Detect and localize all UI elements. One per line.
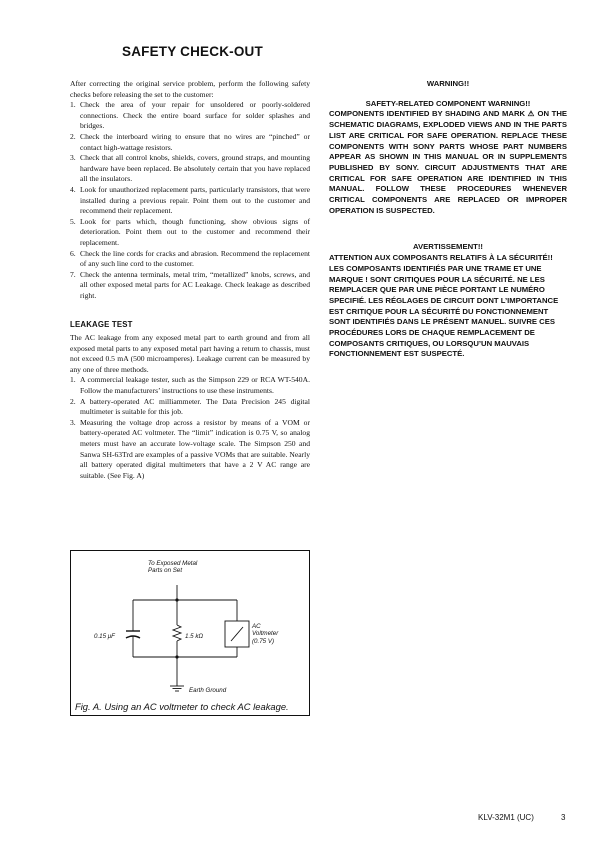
resistor-zigzag (173, 625, 181, 641)
voltmeter-line-2: Voltmeter (252, 630, 279, 638)
item-number: 7. (70, 269, 76, 279)
avertissement-heading: AVERTISSEMENT!! (413, 242, 483, 252)
voltmeter-needle (231, 627, 243, 641)
list-item (70, 100, 310, 132)
item-number: 1. (70, 375, 76, 385)
right-column (329, 79, 567, 360)
page-number: 3 (561, 813, 566, 822)
warning-heading: WARNING!! (426, 79, 470, 88)
exposed-metal-label (148, 560, 197, 575)
page-title: SAFETY CHECK-OUT (122, 44, 263, 59)
item-text: Look for parts which, though functioning, show obvious signs of deterioration. Point them out to the customer and recommend their replacement. (80, 216, 310, 247)
voltmeter-line-3: (0.75 V) (252, 637, 275, 645)
exposed-metal-line-1: To Exposed Metal (148, 560, 198, 567)
item-text: Check the area of your repair for unsoldered or poorly-soldered connections. Check the entire board surface for solder splashes and bridges. (80, 100, 310, 131)
junction-dot (175, 598, 178, 601)
warning-body: COMPONENTS IDENTIFIED BY SHADING AND MARK ⚠ ON THE SCHEMATIC DIAGRAMS, EXPLODED VIEWS AND IN THE PARTS LIST ARE CRITICAL FOR SAFE OPERATION. REPLACE THESE COMPONENTS WITH SONY PARTS WHOSE PART NUMBERS APPEAR AS SHOWN IN THIS MANUAL OR IN SUPPLEMENTS PUBLISHED BY SONY. CIRCUIT ADJUSTMENTS THAT ARE CRITICAL FOR SAFE OPERATION ARE IDENTIFIED IN THIS MANUAL. FOLLOW THESE PROCEDURES WHENEVER CRITICAL COMPONENTS ARE REPLACED OR IMPROPER OPERATION IS SUSPECTED. (329, 109, 567, 215)
item-text: Check the interboard wiring to ensure that no wires are “pinched” or contact high-wattage resistors. (80, 131, 310, 152)
voltmeter-line-1: AC (252, 623, 261, 630)
capacitor-label: 0.15 μF (94, 633, 115, 640)
leakage-test-heading: LEAKAGE TEST (70, 320, 133, 330)
voltmeter-label (252, 623, 278, 645)
leakage-method-list (70, 375, 310, 481)
exposed-metal-line-2: Parts on Set (148, 567, 183, 575)
item-number: 3. (70, 153, 76, 163)
item-number: 2. (70, 131, 76, 141)
list-item (70, 185, 310, 217)
item-text: A battery-operated AC milliammeter. The Data Precision 245 digital multimeter is suitable for this job. (80, 396, 310, 417)
item-text: Look for unauthorized replacement parts, particularly transistors, that were installed during a previous repair. Point them out to the customer and recommend their replacement. (80, 184, 310, 216)
item-number: 6. (70, 248, 76, 258)
list-item (70, 249, 310, 270)
item-text: A commercial leakage tester, such as the Simpson 229 or RCA WT-540A. Follow the manufacturers’ instructions to use these instruments. (80, 375, 310, 396)
list-item (70, 418, 310, 482)
safety-check-list (70, 100, 310, 301)
item-text: Check that all control knobs, shields, covers, ground straps, and mounting hardware have been replaced. Be absolutely certain that you have replaced all the insulators. (80, 153, 310, 184)
junction-dot (175, 655, 178, 658)
item-number: 5. (70, 216, 76, 226)
earth-ground-label: Earth Ground (189, 687, 227, 694)
list-item (70, 270, 310, 302)
item-text: Check the line cords for cracks and abrasion. Recommend the replacement of any such line cord to the customer. (80, 248, 310, 269)
avertissement-body: LES COMPOSANTS IDENTIFIÉS PAR UNE TRAME ET UNE MARQUE ! SONT CRITIQUES POUR LA SÉCURITÉ. NE LES REMPLACER QUE PAR UNE PIÈCE PORTANT LE NUMÉRO SPECIFIÉ. LES RÉGLAGES DE CIRCUIT DONT L’IMPORTANCE EST CRITIQUE POUR LA SÉCURITÉ DU FONCTIONNEMENT SONT IDENTIFIÉS DANS LE PRÉSENT MANUEL. SUIVRE CES PROCÉDURES LORS DE CHAQUE REMPLACEMENT DE COMPOSANTS CRITIQUES, OU LORSQU’UN MAUVAIS FONCTIONNEMENT EST SUSPECTÉ. (329, 263, 559, 359)
resistor-label: 1.5 kΩ (185, 633, 204, 640)
leakage-intro: The AC leakage from any exposed metal part to earth ground and from all exposed metal parts to any exposed metal part having a return to chassis, must not exceed 0.5 mA (500 microamperes). Leakage current can be measured by any one of three methods. (70, 333, 310, 374)
list-item (70, 132, 310, 153)
list-item (70, 397, 310, 418)
item-number: 2. (70, 396, 76, 406)
warning-subheading: SAFETY-RELATED COMPONENT WARNING!! (365, 98, 531, 108)
intro-paragraph: After correcting the original service problem, perform the following safety checks before releasing the set to the customer: (70, 79, 310, 99)
item-number: 4. (70, 184, 76, 194)
avertissement-subheading: ATTENTION AUX COMPOSANTS RELATIFS À LA SÉCURITÉ!! (329, 253, 553, 263)
list-item (70, 217, 310, 249)
item-number: 3. (70, 417, 76, 427)
item-text: Measuring the voltage drop across a resistor by means of a VOM or battery-operated AC voltmeter. The “limit” indication is 0.75 V, so analog meters must have an accurate low-voltage scale. The Simpson 250 and Sanwa SH-63Trd are examples of a passive VOMs that are suitable. Nearly all battery operated digital multimeters that have a 2 V AC range are suitable. (See Fig. A) (80, 417, 310, 480)
left-column (70, 79, 310, 481)
footer-model: KLV-32M1 (UC) (478, 813, 534, 822)
figure-caption: Fig. A. Using an AC voltmeter to check AC leakage. (75, 701, 289, 712)
list-item (70, 153, 310, 185)
list-item (70, 375, 310, 396)
figure-a (70, 550, 310, 716)
item-number: 1. (70, 100, 76, 110)
item-text: Check the antenna terminals, metal trim, “metallized” knobs, screws, and all other exposed metal parts for AC Leakage. Check leakage as described right. (80, 269, 310, 300)
